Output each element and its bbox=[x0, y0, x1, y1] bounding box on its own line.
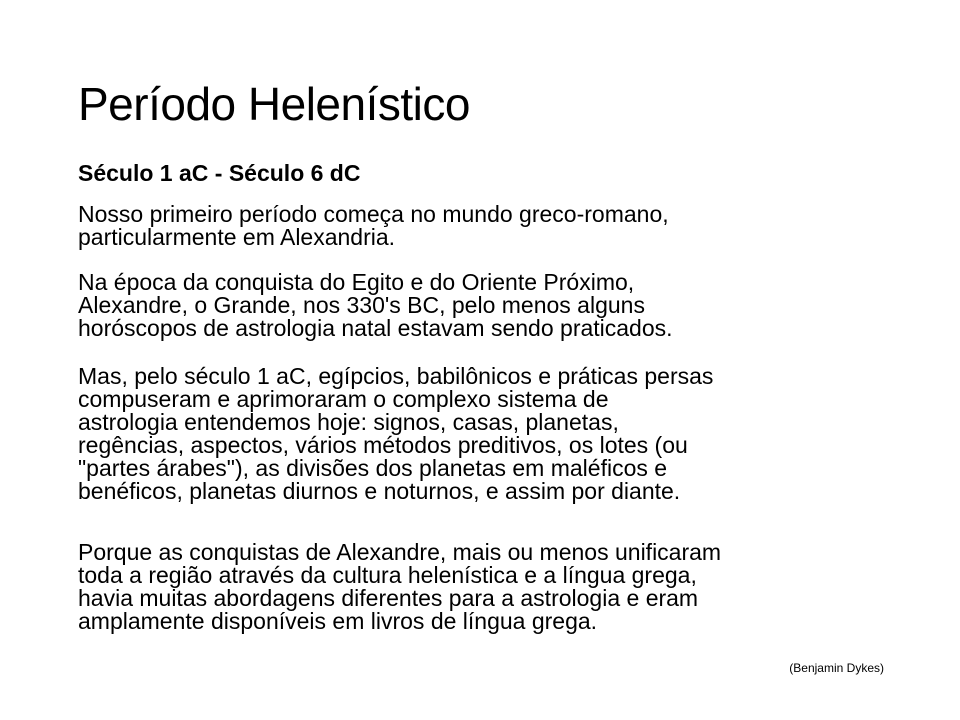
author-credit: (Benjamin Dykes) bbox=[789, 661, 884, 675]
paragraph-1: Nosso primeiro período começa no mundo greco-romano, particularmente em Alexandria. bbox=[78, 201, 669, 250]
paragraph-3: Mas, pelo século 1 aC, egípcios, babilônicos e práticas persas compuseram e aprimoraram o complexo sistema de astrologia entendemos hoje: signos, casas, planetas, regências, aspectos, vários métodos preditivos, os lotes (ou "partes árabes"), as divisões dos planetas em maléficos e benéficos, planetas diurnos e noturnos, e assim por diante. bbox=[78, 363, 714, 504]
slide-subtitle: Século 1 aC - Século 6 dC bbox=[78, 160, 361, 186]
slide-title: Período Helenístico bbox=[78, 78, 470, 130]
paragraph-4: Porque as conquistas de Alexandre, mais ou menos unificaram toda a região através da cultura helenística e a língua grega, havia muitas abordagens diferentes para a astrologia e eram amplamente disponíveis em livros de língua grega. bbox=[78, 539, 722, 634]
paragraph-2: Na época da conquista do Egito e do Oriente Próximo, Alexandre, o Grande, nos 330's BC, pelo menos alguns horóscopos de astrologia natal estavam sendo praticados. bbox=[78, 269, 673, 341]
